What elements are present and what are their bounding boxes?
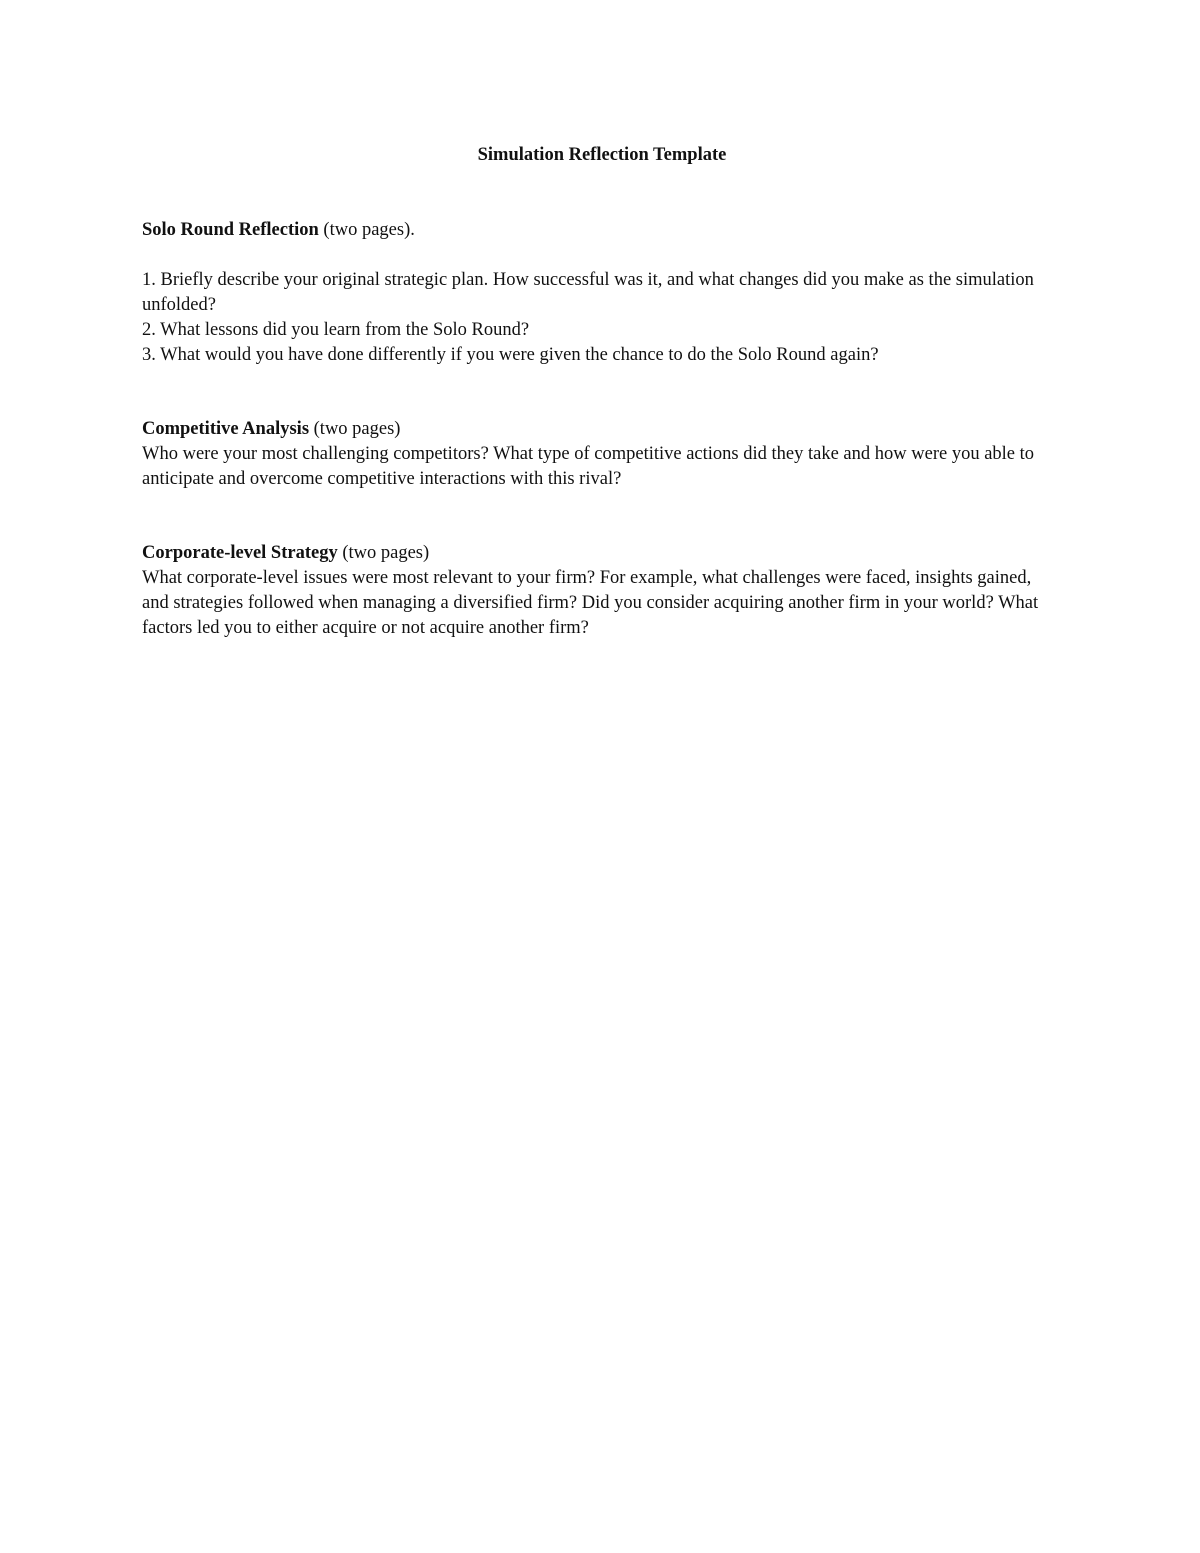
list-item: 2. What lessons did you learn from the Solo Round? (142, 320, 530, 340)
spacer (142, 243, 1062, 268)
section-corporate-strategy (142, 541, 1062, 641)
section-heading: Competitive Analysis (142, 419, 310, 439)
section-body: Who were your most challenging competitors? What type of competitive actions did they take and how were you able to anticipate and overcome competitive interactions with this rival? (142, 444, 1035, 489)
section-heading-line (142, 417, 1062, 442)
section-heading-line (142, 218, 1062, 243)
list-item: 1. Briefly describe your original strategic plan. How successful was it, and what changes did you make as the simulation unfolded? (142, 270, 1034, 315)
section-body: What corporate-level issues were most relevant to your firm? For example, what challenges were faced, insights gained, and strategies followed when managing a diversified firm? Did you consider acquiring another firm in your world? What factors led you to either acquire or not acquire another firm? (142, 568, 1039, 638)
section-solo-round (142, 218, 1062, 368)
section-heading-line (142, 541, 1062, 566)
section-heading: Solo Round Reflection (142, 220, 319, 240)
section-competitive-analysis (142, 417, 1062, 492)
spacer (142, 168, 1062, 218)
document-title: Simulation Reflection Template (477, 145, 727, 165)
spacer (142, 492, 1062, 541)
section-heading-note: (two pages). (318, 220, 415, 240)
spacer (142, 368, 1062, 417)
list-item: 3. What would you have done differently if you were given the chance to do the Solo Round again? (142, 345, 879, 365)
section-heading: Corporate-level Strategy (142, 543, 338, 563)
section-heading-note: (two pages) (337, 543, 430, 563)
document-content (142, 143, 1062, 641)
section-heading-note: (two pages) (309, 419, 401, 439)
